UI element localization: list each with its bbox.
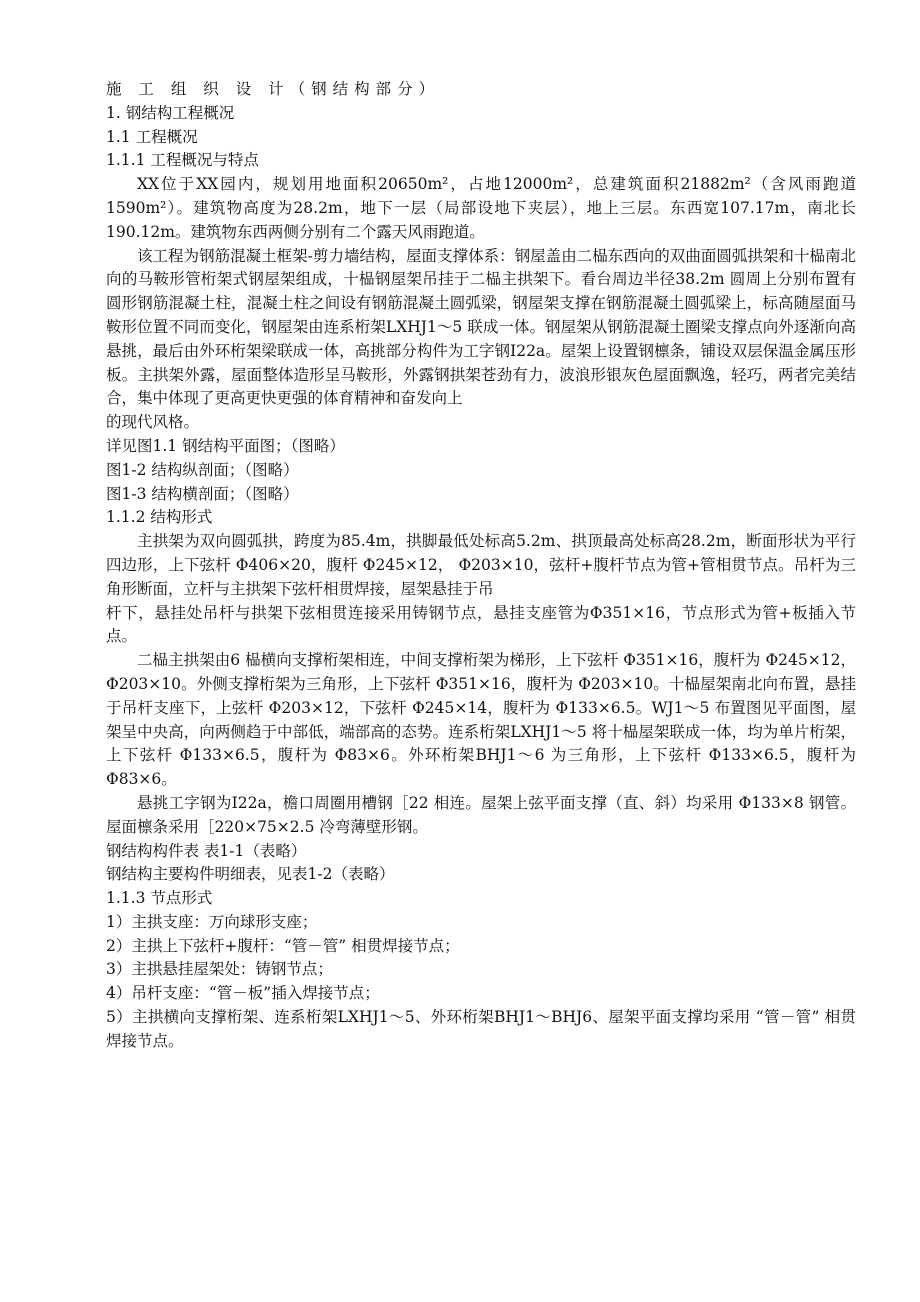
figure-ref-3: 图1-3 结构横剖面；（图略） [106, 484, 299, 503]
heading-1-1-3: 1.1.3 节点形式 [106, 889, 213, 908]
heading-1-1: 1.1 工程概况 [106, 127, 198, 146]
paragraph-bracing-truss: 二榀主拱架由6 榀横向支撑桁架相连，中间支撑桁架为梯形，上下弦杆 Φ351×16，腹杆为 Φ245×12， Φ203×10。外侧支撑桁架为三角形，上下弦杆 Φ351×16，腹杆为 Φ203×10。十榀屋架南北向布置，悬挂于吊杆支座下，上弦杆 Φ203×12，下弦杆 Φ245×14，腹杆为 Φ133×6.5。WJ1～5 布置图见平面图，屋架呈中央高，向两侧趋于中部低，端部高的态势。连系桁架LXHJ1～5 将十榀屋架联成一体，均为单片桁架，上下弦杆 Φ133×6.5，腹杆为 Φ83×6。外环桁架BHJ1～6 为三角形，上下弦杆 Φ133×6.5，腹杆为 Φ83×6。 [106, 651, 856, 789]
paragraph-structure-system: 该工程为钢筋混凝土框架-剪力墙结构，屋面支撑体系：钢屋盖由二榀东西向的双曲面圆弧拱架和十榀南北向的马鞍形管桁架式钢屋架组成，十榀钢屋架吊挂于二榀主拱架下。看台周边半径38.2m 圆周上分别布置有圆形钢筋混凝土柱，混凝土柱之间设有钢筋混凝土圆弧梁，钢屋架支撑在钢筋混凝土圆弧梁上，标高随屋面马鞍形位置不同而变化，钢屋架由连系桁架LXHJ1～5 联成一体。钢屋架从钢筋混凝土圈梁支撑点向外逐渐向高悬挑，最后由外环桁架梁联成一体，高挑部分构件为工字钢I22a。屋架上设置钢檩条，铺设双层保温金属压形板。主拱架外露，屋面整体造形呈马鞍形，外露钢拱架苍劲有力，波浪形银灰色屋面飘逸，轻巧，两者完美结合，集中体现了更高更快更强的体育精神和奋发向上 [106, 246, 856, 408]
table-ref-2: 钢结构主要构件明细表，见表1-2（表略） [106, 865, 395, 884]
paragraph-structure-system-tail: 的现代风格。 [106, 413, 200, 432]
heading-1-1-1: 1.1.1 工程概况与特点 [106, 151, 259, 170]
node-item-4: 4）吊杆支座：“管－板”插入焊接节点； [106, 984, 380, 1003]
heading-1-1-2: 1.1.2 结构形式 [106, 508, 213, 527]
paragraph-cantilever: 悬挑工字钢为I22a，檐口周圈用槽钢［22 相连。屋架上弦平面支撑（直、斜）均采用 Φ133×8 钢管。屋面檩条采用［220×75×2.5 冷弯薄壁形钢。 [106, 793, 856, 836]
document-title: 施 工 组 织 设 计（钢结构部分） [106, 80, 441, 98]
node-item-1: 1）主拱支座：万向球形支座； [106, 912, 318, 931]
figure-ref-1: 详见图1.1 钢结构平面图；（图略） [106, 436, 345, 455]
node-item-2: 2）主拱上下弦杆+腹杆：“管－管” 相贯焊接节点； [106, 936, 460, 955]
figure-ref-2: 图1-2 结构纵剖面；（图略） [106, 460, 299, 479]
table-ref-1: 钢结构构件表 表1-1（表略） [106, 841, 307, 860]
node-item-5: 5）主拱横向支撑桁架、连系桁架LXHJ1～5、外环桁架BHJ1～BHJ6、屋架平面支撑均采用 “管－管” 相贯焊接节点。 [106, 1008, 856, 1050]
paragraph-overview: XX位于XX园内，规划用地面积20650m²，占地12000m²，总建筑面积21882m²（含风雨跑道1590m²）。建筑物高度为28.2m，地下一层（局部设地下夹层），地上三层。东西宽107.17m，南北长190.12m。建筑物东西两侧分别有二个露天风雨跑道。 [106, 175, 856, 241]
paragraph-main-arch-tail: 杆下，悬挂处吊杆与拱架下弦相贯连接采用铸钢节点，悬挂支座管为Φ351×16，节点形式为管+板插入节点。 [106, 603, 856, 646]
document-body [106, 78, 856, 1054]
paragraph-main-arch: 主拱架为双向圆弧拱，跨度为85.4m，拱脚最低处标高5.2m、拱顶最高处标高28.2m，断面形状为平行四边形，上下弦杆 Φ406×20，腹杆 Φ245×12， Φ203×10，弦杆+腹杆节点为管+管相贯节点。吊杆为三角形断面，立杆与主拱架下弦杆相贯焊接，屋架悬挂于吊 [106, 532, 856, 598]
heading-1: 1. 钢结构工程概况 [106, 103, 235, 122]
node-item-3: 3）主拱悬挂屋架处：铸钢节点； [106, 960, 333, 979]
